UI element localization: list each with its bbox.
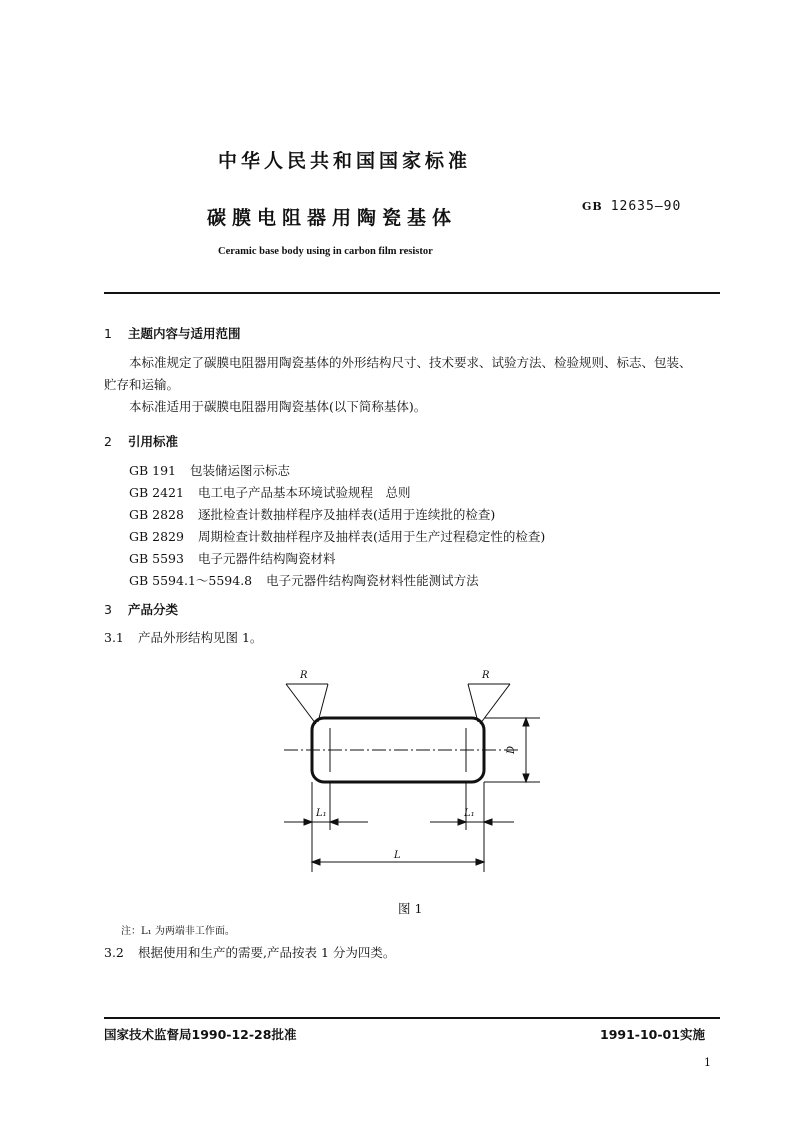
r-leader-right-diagonal-2	[468, 684, 478, 722]
label-l1-right: L₁	[464, 808, 475, 819]
figure-1-caption: 图 1	[398, 901, 423, 916]
reference-code: GB 5594.1～5594.8	[129, 573, 253, 588]
reference-title: 周期检查计数抽样程序及抽样表(适用于生产过程稳定性的检查)	[197, 529, 546, 544]
reference-item	[129, 461, 290, 479]
d-arrow-top	[523, 718, 529, 726]
l-arrow-right	[476, 859, 484, 865]
label-l1-left: L₁	[316, 808, 327, 819]
r-leader-left-diagonal-2	[318, 684, 328, 722]
clause-3-2	[104, 942, 395, 963]
section-2-heading	[104, 432, 178, 450]
section-3-heading	[104, 600, 178, 618]
reference-code: GB 2421	[129, 485, 184, 500]
section-3-title: 产品分类	[128, 602, 179, 617]
clause-3-1-text: 产品外形结构见图 1。	[138, 630, 263, 645]
page-number: 1	[704, 1056, 711, 1069]
footer-rule	[104, 1017, 720, 1019]
label-r-right: R	[482, 670, 490, 681]
effective-date: 1991-10-01实施	[600, 1027, 705, 1042]
english-title: Ceramic base body using in carbon film resistor	[218, 246, 433, 257]
clause-3-2-text: 根据使用和生产的需要,产品按表 1 分为四类。	[138, 945, 396, 960]
reference-item	[129, 527, 545, 545]
clause-3-1-number: 3.1	[104, 630, 124, 645]
reference-item	[129, 549, 335, 567]
header-rule	[104, 292, 720, 294]
document-title: 碳膜电阻器用陶瓷基体	[207, 207, 458, 229]
standard-number	[582, 199, 681, 214]
clause-3-1	[104, 627, 262, 648]
clause-3-2-number: 3.2	[104, 945, 124, 960]
standard-prefix: GB	[582, 200, 603, 213]
reference-title: 电工电子产品基本环境试验规程 总则	[197, 485, 411, 500]
l1-right-arrow-b	[484, 819, 492, 825]
reference-code: GB 191	[129, 463, 177, 478]
reference-item	[129, 483, 410, 501]
approval-statement: 国家技术监督局1990-12-28批准	[104, 1027, 297, 1042]
reference-item	[129, 505, 495, 523]
r-leader-left-diagonal	[286, 684, 316, 724]
section-3-number: 3	[104, 602, 112, 617]
l1-left-arrow-a	[304, 819, 312, 825]
section-1-title: 主题内容与适用范围	[128, 326, 241, 341]
section-2-number: 2	[104, 434, 112, 449]
reference-code: GB 2829	[129, 529, 184, 544]
d-arrow-bottom	[523, 774, 529, 782]
section-1-number: 1	[104, 326, 112, 341]
section-1-para-1-line-2: 贮存和运输。	[104, 377, 180, 392]
label-r-left: R	[300, 670, 308, 681]
reference-title: 逐批检查计数抽样程序及抽样表(适用于连续批的检查)	[197, 507, 496, 522]
section-1-heading	[104, 324, 241, 342]
reference-title: 电子元器件结构陶瓷材料	[197, 551, 336, 566]
l1-right-arrow-a	[458, 819, 466, 825]
l-arrow-left	[312, 859, 320, 865]
national-standard-title: 中华人民共和国国家标准	[218, 150, 472, 172]
reference-item	[129, 571, 479, 589]
reference-code: GB 2828	[129, 507, 184, 522]
reference-title: 包装储运图示标志	[190, 463, 291, 478]
standard-code: 12635—90	[610, 199, 682, 214]
figure-1-drawing	[270, 660, 560, 880]
section-2-title: 引用标准	[128, 434, 179, 449]
reference-code: GB 5593	[129, 551, 184, 566]
label-l: L	[394, 850, 401, 861]
section-1-para-1-line-1: 本标准规定了碳膜电阻器用陶瓷基体的外形结构尺寸、技术要求、试验方法、检验规则、标志、包装、	[129, 355, 692, 370]
figure-1-note: 注：L₁ 为两端非工作面。	[121, 926, 235, 937]
label-d: D	[506, 745, 517, 754]
l1-left-arrow-b	[330, 819, 338, 825]
reference-title: 电子元器件结构陶瓷材料性能测试方法	[266, 573, 479, 588]
section-1-para-2: 本标准适用于碳膜电阻器用陶瓷基体(以下简称基体)。	[129, 399, 427, 414]
